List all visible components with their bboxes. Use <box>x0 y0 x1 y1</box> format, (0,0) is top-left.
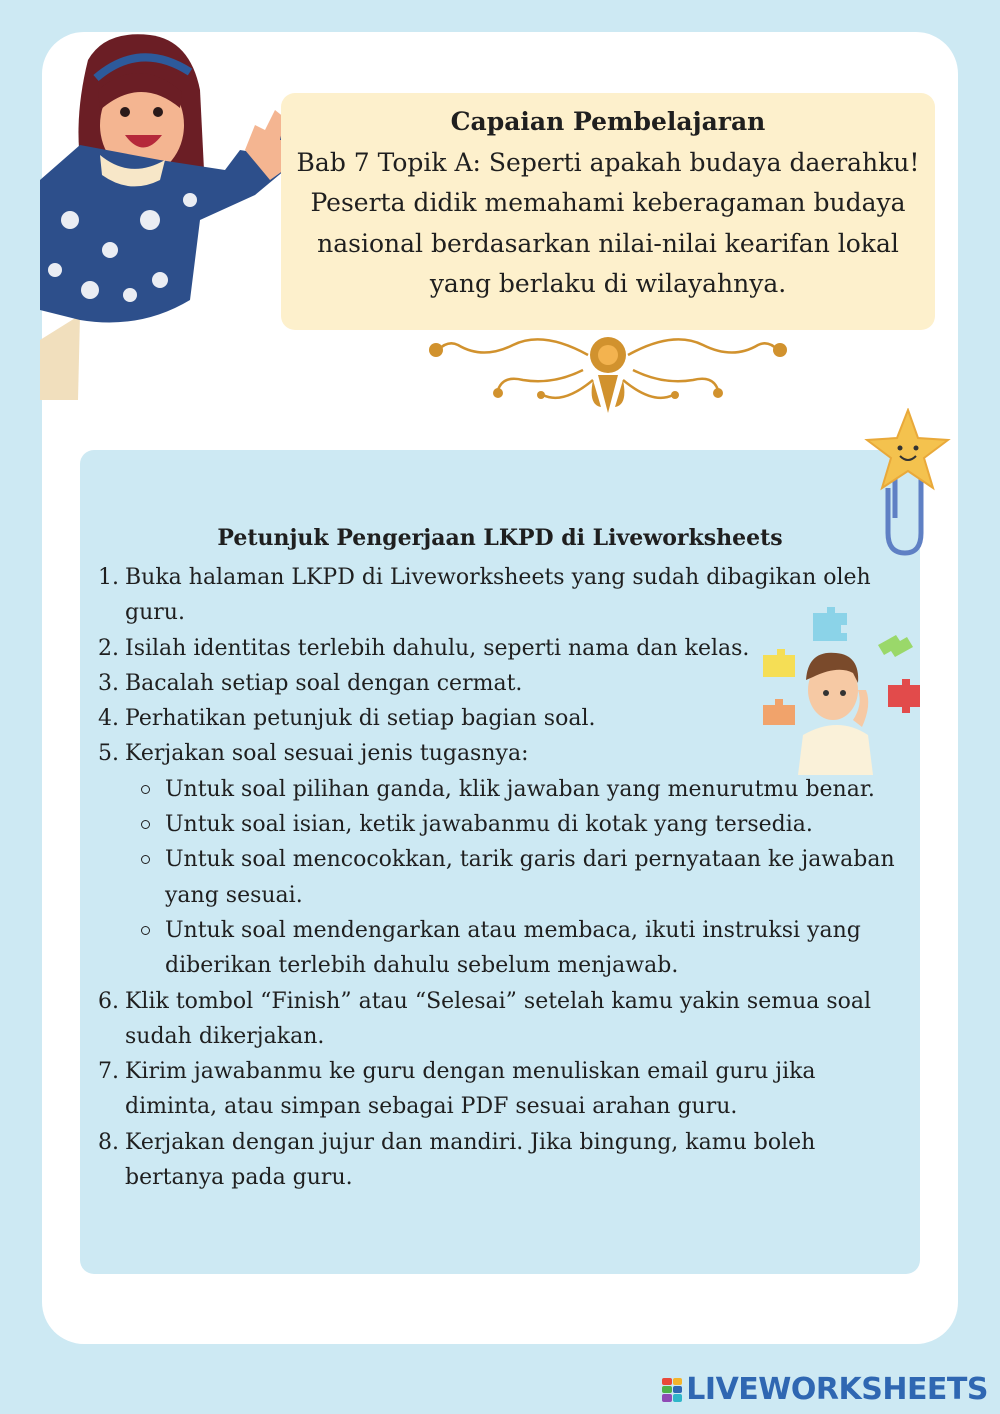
sub-list-item <box>98 913 913 984</box>
sub-item-text: Untuk soal pilihan ganda, klik jawaban yang menurutmu benar. <box>165 776 875 802</box>
learning-outcome-box <box>281 93 935 330</box>
step-number: 6. <box>98 988 119 1014</box>
bullet-circle-icon <box>137 913 165 984</box>
step-number: 1. <box>98 565 119 590</box>
girl-waving-illustration <box>40 30 290 400</box>
bullet-circle-icon <box>137 807 165 842</box>
liveworksheets-logo-icon <box>662 1378 682 1402</box>
instructions-title: Petunjuk Pengerjaan LKPD di Liveworksheets <box>217 525 783 551</box>
step-text: Kirim jawabanmu ke guru dengan menuliskan email guru jika diminta, atau simpan sebagai PDF sesuai arahan guru. <box>125 1059 816 1120</box>
bullet-circle-icon <box>137 772 165 807</box>
learning-outcome-title: Capaian Pembelajaran <box>450 107 766 136</box>
step-text: Kerjakan soal sesuai jenis tugasnya: <box>125 741 529 767</box>
step-text: Klik tombol “Finish” atau “Selesai” setelah kamu yakin semua soal sudah dikerjakan. <box>125 988 872 1049</box>
liveworksheets-logo[interactable] <box>662 1372 988 1407</box>
sub-item-text: Untuk soal mendengarkan atau membaca, ikuti instruksi yang diberikan terlebih dahulu sebelum menjawab. <box>165 917 861 979</box>
bullet-circle-icon <box>137 842 165 913</box>
list-item <box>98 1125 913 1196</box>
sub-list-item <box>98 842 913 913</box>
step-number: 7. <box>98 1059 119 1085</box>
learning-outcome-line: yang berlaku di wilayahnya. <box>429 269 787 298</box>
step-number: 8. <box>98 1129 119 1155</box>
step-text: Perhatikan petunjuk di setiap bagian soal. <box>125 706 596 732</box>
step-number: 2. <box>98 635 119 661</box>
sub-item-text: Untuk soal isian, ketik jawabanmu di kotak yang tersedia. <box>165 812 813 838</box>
learning-outcome-line: nasional berdasarkan nilai-nilai kearifan lokal <box>317 228 899 258</box>
step-number: 5. <box>98 741 119 767</box>
list-item <box>98 736 913 771</box>
learning-outcome-line: Peserta didik memahami keberagaman budaya <box>310 188 906 217</box>
step-text: Bacalah setiap soal dengan cermat. <box>125 670 523 696</box>
list-item <box>98 631 913 666</box>
list-item <box>98 984 913 1055</box>
brand-name: LIVEWORKSHEETS <box>686 1372 988 1407</box>
step-number: 4. <box>98 706 119 732</box>
ornament-divider <box>403 325 813 420</box>
learning-outcome-line: Bab 7 Topik A: Seperti apakah budaya daerahku! <box>296 147 920 177</box>
step-text: Buka halaman LKPD di Liveworksheets yang sudah dibagikan oleh guru. <box>125 565 871 626</box>
list-item <box>98 666 913 701</box>
step-number: 3. <box>98 670 119 696</box>
list-item <box>98 560 913 631</box>
sub-list-item <box>98 772 913 807</box>
list-item <box>98 701 913 736</box>
step-text: Isilah identitas terlebih dahulu, seperti nama dan kelas. <box>125 635 750 661</box>
list-item <box>98 1054 913 1125</box>
step-text: Kerjakan dengan jujur dan mandiri. Jika bingung, kamu boleh bertanya pada guru. <box>125 1129 816 1191</box>
instructions-list <box>98 560 913 1195</box>
sub-item-text: Untuk soal mencocokkan, tarik garis dari pernyataan ke jawaban yang sesuai. <box>165 847 895 908</box>
sub-list-item <box>98 807 913 842</box>
